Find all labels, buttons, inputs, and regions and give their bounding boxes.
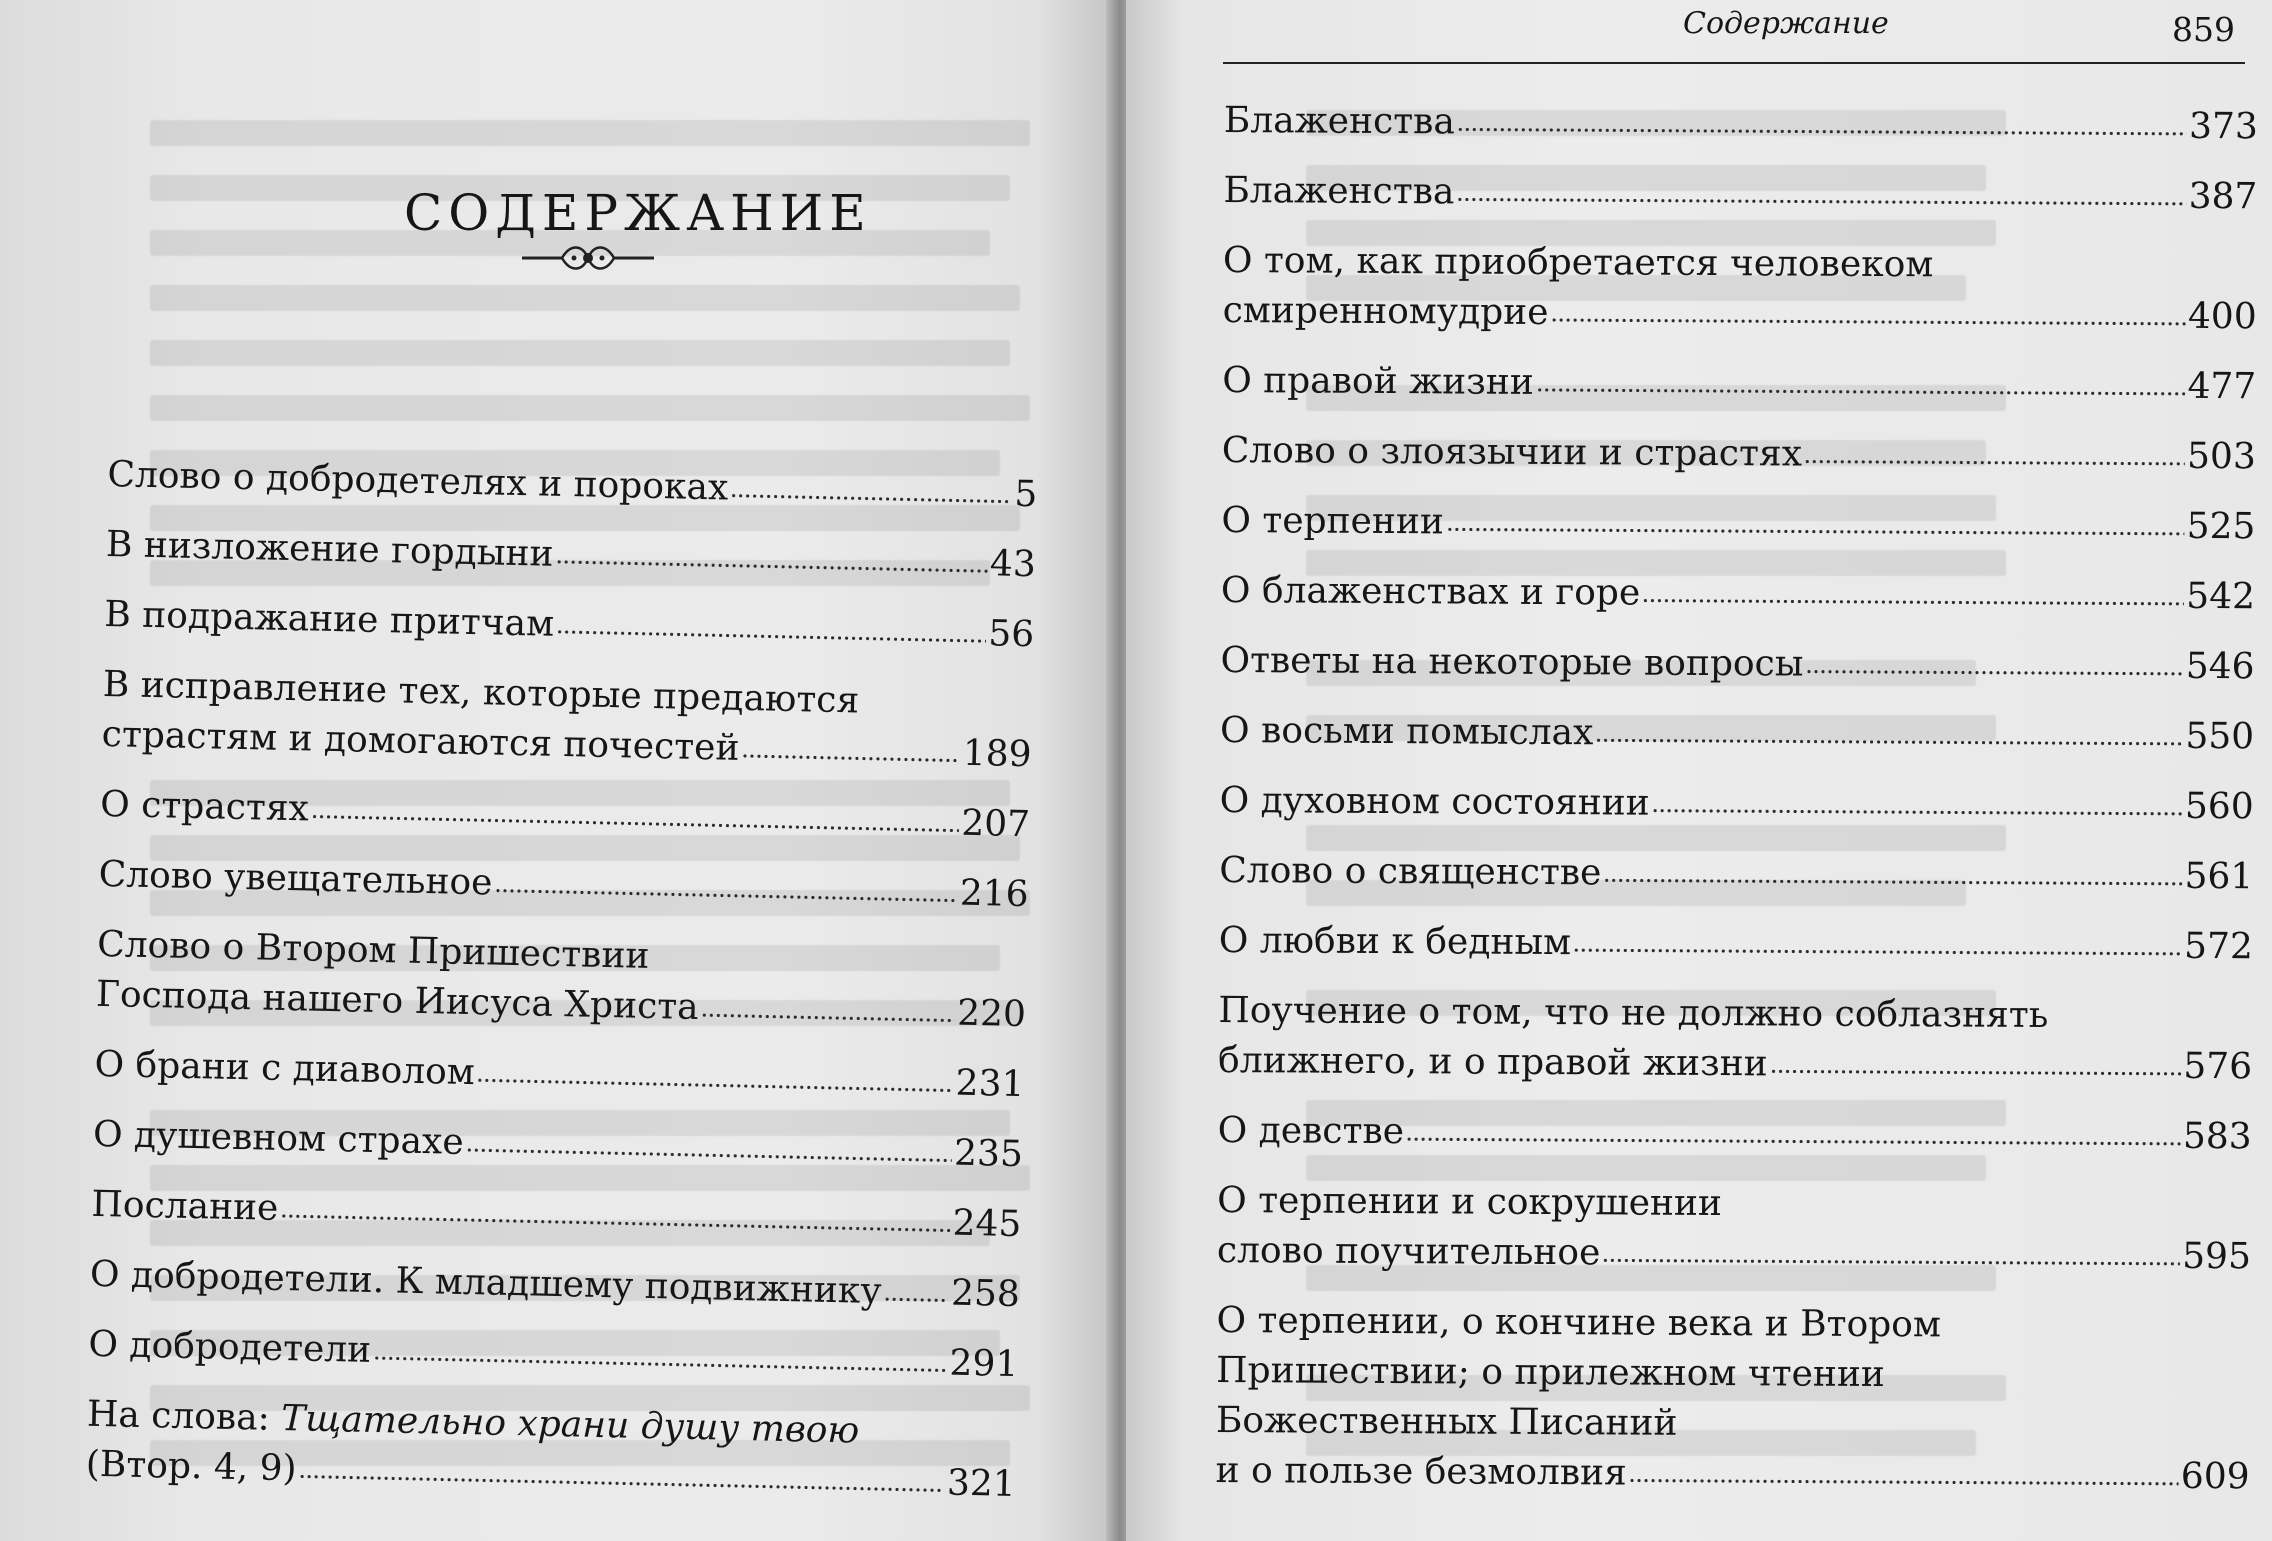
dot-leader — [1457, 127, 2187, 135]
toc-entry — [1223, 166, 2257, 222]
toc-entry-last-line — [1220, 636, 2254, 692]
toc-entry-last-line — [104, 590, 1035, 660]
toc-title: СОДЕРЖАНИЕ — [404, 183, 872, 242]
toc-entry-last-line — [94, 1040, 1025, 1110]
toc-entry — [1215, 1296, 2250, 1502]
toc-entry-page-number: 550 — [2185, 715, 2255, 758]
toc-entry-title: смиренномудрие — [1222, 289, 1549, 333]
toc-entry-title: Слово увещательное — [98, 853, 493, 904]
toc-entry-page-number: 561 — [2184, 855, 2254, 898]
toc-list — [1215, 96, 2258, 1522]
toc-entry-title: Блаженства — [1223, 169, 1455, 213]
page-number: 859 — [2172, 10, 2235, 49]
left-page — [0, 0, 1114, 1541]
dot-leader — [280, 1214, 950, 1233]
toc-entry — [1221, 566, 2255, 622]
toc-entry-page-number: 207 — [960, 802, 1031, 846]
toc-entry-page-number: 258 — [950, 1272, 1021, 1316]
toc-entry-last-line — [1218, 1036, 2252, 1092]
toc-entry-last-line — [1223, 166, 2257, 222]
toc-entry-title-line: В исправление тех, которые предаются — [102, 663, 860, 722]
toc-entry-title: Господа нашего Иисуса Христа — [95, 973, 700, 1029]
dot-leader — [298, 1474, 944, 1492]
toc-entry-page-number: 387 — [2188, 175, 2258, 218]
toc-entry — [100, 780, 1031, 850]
toc-entry-title-line: Пришествии; о прилежном чтении — [1216, 1349, 1885, 1396]
toc-entry-title: О добродетели. К младшему подвижнику — [89, 1253, 882, 1313]
toc-entry-page-number: 583 — [2182, 1115, 2252, 1158]
dot-leader — [1804, 460, 2185, 466]
toc-entry-page-number: 373 — [2188, 105, 2258, 148]
toc-entry-last-line — [1221, 496, 2255, 552]
dot-leader — [700, 1013, 955, 1023]
toc-entry-last-line — [89, 1250, 1020, 1320]
toc-entry — [1218, 986, 2253, 1092]
toc-entry-page-number: 245 — [952, 1202, 1022, 1246]
toc-entry-page-number: 43 — [989, 543, 1037, 586]
toc-entry-page-number: 321 — [946, 1462, 1017, 1506]
toc-entry-last-line — [1219, 846, 2253, 902]
dot-leader — [1456, 197, 2186, 205]
dot-leader — [883, 1297, 949, 1302]
toc-entry — [93, 1110, 1024, 1180]
toc-entry-last-line — [1221, 566, 2255, 622]
toc-entry-page-number: 609 — [2180, 1455, 2250, 1498]
toc-entry-title: Ответы на некоторые вопросы — [1220, 639, 1804, 685]
toc-entry-page-number: 56 — [987, 613, 1035, 656]
toc-entry-last-line — [105, 520, 1036, 590]
toc-entry-title: В низложение гордыни — [105, 523, 554, 575]
toc-entry-title-line: О том, как приобретается человеком — [1222, 239, 1934, 286]
toc-entry-title-line: Божественных Писаний — [1215, 1399, 1678, 1444]
toc-entry-last-line — [1219, 916, 2253, 972]
toc-entry-title: и о пользе безмолвия — [1215, 1449, 1627, 1494]
dot-leader — [1551, 318, 2186, 326]
toc-entry — [96, 920, 1028, 1040]
toc-entry-title-line: О терпении и сокрушении — [1217, 1179, 1723, 1225]
toc-entry-page-number: 216 — [959, 872, 1029, 916]
toc-entry-title: О добродетели — [88, 1323, 372, 1371]
toc-entry-last-line — [1223, 286, 2257, 342]
toc-entry-title: О правой жизни — [1222, 359, 1534, 403]
dot-leader — [730, 494, 1012, 504]
dot-leader — [1595, 738, 2183, 746]
dot-leader — [465, 1148, 952, 1163]
toc-entry-last-line — [1220, 776, 2254, 832]
toc-entry-title: слово поучительное — [1216, 1229, 1601, 1274]
toc-entry — [1220, 636, 2254, 692]
dot-leader — [555, 560, 988, 573]
toc-entry-title: Слово о добродетелях и пороках — [107, 453, 729, 509]
toc-entry-title-line: На слова: Тщательно храни душу твою — [86, 1393, 860, 1452]
toc-entry-title-line: Поучение о том, что не должно соблазнять — [1218, 989, 2049, 1037]
dot-leader — [477, 1078, 954, 1092]
toc-entry-page-number: 5 — [1013, 473, 1038, 516]
toc-entry-title-line: Слово о Втором Пришествии — [96, 923, 650, 977]
toc-entry-last-line — [88, 1320, 1019, 1390]
toc-list — [85, 450, 1038, 1530]
toc-entry-title: О страстях — [99, 783, 310, 830]
dot-leader — [1406, 1137, 2181, 1146]
toc-entry-title: О восьми помыслах — [1219, 709, 1594, 754]
toc-entry-title: О брани с диаволом — [94, 1043, 476, 1094]
toc-entry-title-line: О терпении, о кончине века и Втором — [1216, 1299, 1942, 1346]
toc-entry-title: О душевном страхе — [92, 1113, 465, 1163]
toc-entry — [1219, 916, 2253, 972]
toc-entry — [1218, 1106, 2252, 1162]
toc-entry-last-line — [1222, 426, 2256, 482]
dot-leader — [1536, 388, 2186, 396]
toc-entry-page-number: 560 — [2184, 785, 2254, 828]
dot-leader — [1629, 1478, 2179, 1485]
toc-entry — [98, 850, 1029, 920]
toc-entry — [85, 1390, 1017, 1510]
dot-leader — [1602, 1258, 2180, 1266]
toc-entry-page-number: 595 — [2182, 1235, 2252, 1278]
toc-entry-page-number: 400 — [2187, 295, 2257, 338]
toc-entry — [105, 520, 1036, 590]
toc-entry-last-line — [91, 1180, 1022, 1250]
toc-entry — [1221, 496, 2255, 552]
toc-entry-title: ближнего, и о правой жизни — [1217, 1039, 1768, 1085]
toc-entry-page-number: 235 — [953, 1132, 1024, 1176]
toc-entry-last-line — [1222, 356, 2256, 412]
toc-entry-title: (Втор. 4, 9) — [85, 1443, 298, 1490]
toc-entry — [1222, 426, 2256, 482]
dot-leader — [1652, 809, 2183, 816]
toc-entry-page-number: 189 — [962, 732, 1033, 776]
dot-leader — [311, 815, 960, 833]
toc-entry — [104, 590, 1035, 660]
toc-entry-page-number: 231 — [955, 1062, 1025, 1106]
dot-leader — [1642, 599, 2184, 606]
dot-leader — [556, 630, 986, 643]
toc-entry-page-number: 576 — [2183, 1045, 2253, 1088]
running-header — [1223, 0, 2245, 64]
dot-leader — [741, 754, 960, 763]
toc-entry — [1220, 776, 2254, 832]
toc-entry-page-number: 503 — [2186, 435, 2256, 478]
toc-entry — [1222, 356, 2256, 412]
toc-entry-title-italic: Тщательно храни душу твою — [280, 1398, 860, 1452]
toc-entry-last-line — [100, 780, 1031, 850]
toc-entry-page-number: 291 — [949, 1342, 1019, 1386]
toc-entry-title: О блаженствах и горе — [1220, 569, 1641, 614]
toc-entry — [1224, 96, 2258, 152]
toc-entry-last-line — [107, 450, 1038, 520]
dot-leader — [1805, 670, 2183, 676]
dot-leader — [494, 889, 957, 903]
dot-leader — [1603, 878, 2182, 886]
toc-entry-title: Послание — [91, 1183, 279, 1229]
dot-leader — [1770, 1069, 2182, 1076]
toc-entry-title: О девстве — [1217, 1109, 1405, 1153]
toc-entry-page-number: 572 — [2183, 925, 2253, 968]
toc-entry — [91, 1180, 1022, 1250]
toc-entry — [1219, 846, 2253, 902]
dot-leader — [373, 1356, 947, 1373]
toc-entry — [107, 450, 1038, 520]
toc-entry-page-number: 525 — [2186, 505, 2256, 548]
running-title: Содержание — [1683, 6, 1889, 41]
toc-entry-title: О любви к бедным — [1218, 919, 1572, 964]
dot-leader — [1446, 527, 2185, 536]
toc-entry-title: страстям и домогаются почестей — [101, 713, 740, 769]
toc-entry — [1223, 236, 2258, 342]
toc-entry-page-number: 477 — [2187, 365, 2257, 408]
toc-entry-last-line — [1215, 1446, 2249, 1502]
toc-entry-page-number: 542 — [2186, 575, 2256, 618]
toc-entry-title: О духовном состоянии — [1219, 779, 1650, 824]
toc-entry-page-number: 546 — [2185, 645, 2255, 688]
toc-entry-last-line — [93, 1110, 1024, 1180]
toc-entry-page-number: 220 — [956, 992, 1027, 1036]
right-page — [1126, 0, 2272, 1541]
toc-entry — [1217, 1176, 2252, 1282]
toc-entry-last-line — [1218, 1106, 2252, 1162]
toc-entry-title: О терпении — [1221, 499, 1445, 543]
toc-entry-last-line — [98, 850, 1029, 920]
toc-entry-title: Блаженства — [1223, 99, 1455, 143]
toc-entry-last-line — [1220, 706, 2254, 762]
toc-entry-title: Слово о священстве — [1219, 849, 1602, 894]
toc-entry-last-line — [1224, 96, 2258, 152]
toc-entry — [88, 1320, 1019, 1390]
toc-entry-title: Слово о злоязычии и страстях — [1221, 429, 1803, 475]
ornament-divider — [518, 236, 658, 280]
dot-leader — [1573, 948, 2182, 956]
toc-entry — [101, 660, 1033, 780]
toc-entry-last-line — [1217, 1226, 2251, 1282]
toc-entry — [89, 1250, 1020, 1320]
toc-entry — [1220, 706, 2254, 762]
toc-entry — [94, 1040, 1025, 1110]
toc-entry-title: В подражание притчам — [103, 593, 555, 645]
